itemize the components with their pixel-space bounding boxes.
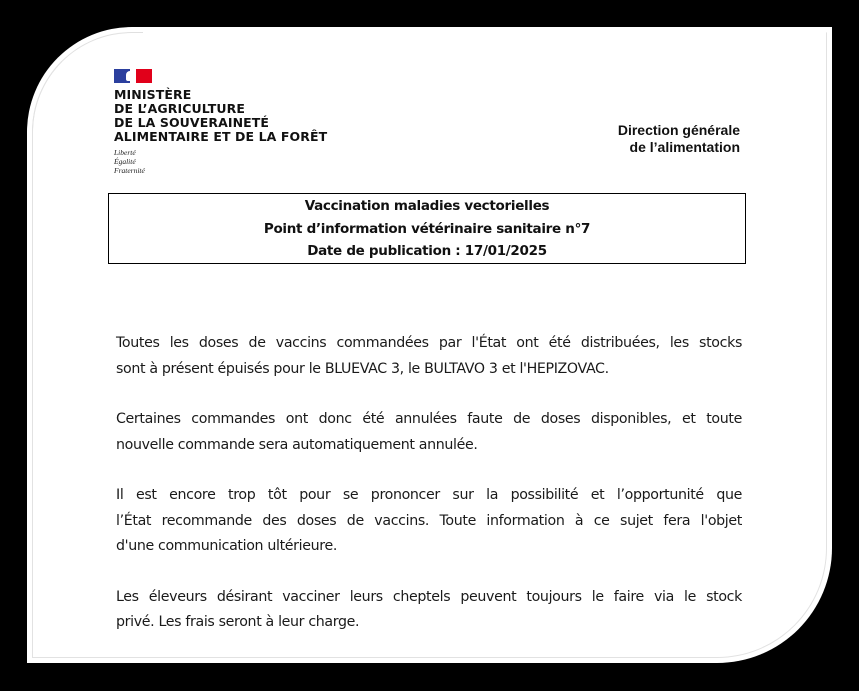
ministry-line: MINISTÈRE [114,87,192,102]
text-line: Certaines commandes ont donc été annulées faute de doses disponibles, et toute [116,411,742,427]
ministry-logo [114,69,327,175]
ministry-line: DE L’AGRICULTURE [114,101,245,116]
motto-line: Égalité [114,157,136,166]
paragraph [116,407,742,458]
title-box [108,193,746,264]
direction-line: de l’alimentation [629,139,740,155]
text-line: Toutes les doses de vaccins commandées par l'État ont été distribuées, les stocks [116,335,742,351]
title-publication-date: Date de publication : 17/01/2025 [307,243,547,259]
title-bulletin: Point d’information vétérinaire sanitaire n°7 [263,220,591,237]
text-line: Les éleveurs désirant vacciner leurs cheptels peuvent toujours le faire via le stock [116,588,742,605]
document-page [27,27,832,663]
document-body [116,331,742,661]
text-line: sont à présent épuisés pour le BLUEVAC 3, le BULTAVO 3 et l'HEPIZOVAC. [116,360,609,377]
motto-line: Liberté [114,148,136,157]
direction-line: Direction générale [617,122,740,138]
paragraph [116,483,742,560]
motto-line: Fraternité [114,166,145,175]
republic-motto [114,148,327,175]
text-line: d'une communication ultérieure. [116,538,337,554]
text-line: l’État recommande des doses de vaccins. Toute information à ce sujet fera l'objet [116,512,742,529]
marianne-flag-icon [114,69,152,83]
paragraph [116,331,742,382]
text-line: privé. Les frais seront à leur charge. [116,614,360,630]
text-line: nouvelle commande sera automatiquement annulée. [116,436,478,453]
title-subject: Vaccination maladies vectorielles [304,198,550,214]
text-line: Il est encore trop tôt pour se prononcer sur la possibilité et l’opportunité que [116,487,742,503]
ministry-name [114,88,327,144]
ministry-line: DE LA SOUVERAINETÉ [114,115,270,130]
paragraph [116,585,742,636]
ministry-line: ALIMENTAIRE ET DE LA FORÊT [114,129,328,144]
direction-generale [618,122,740,156]
